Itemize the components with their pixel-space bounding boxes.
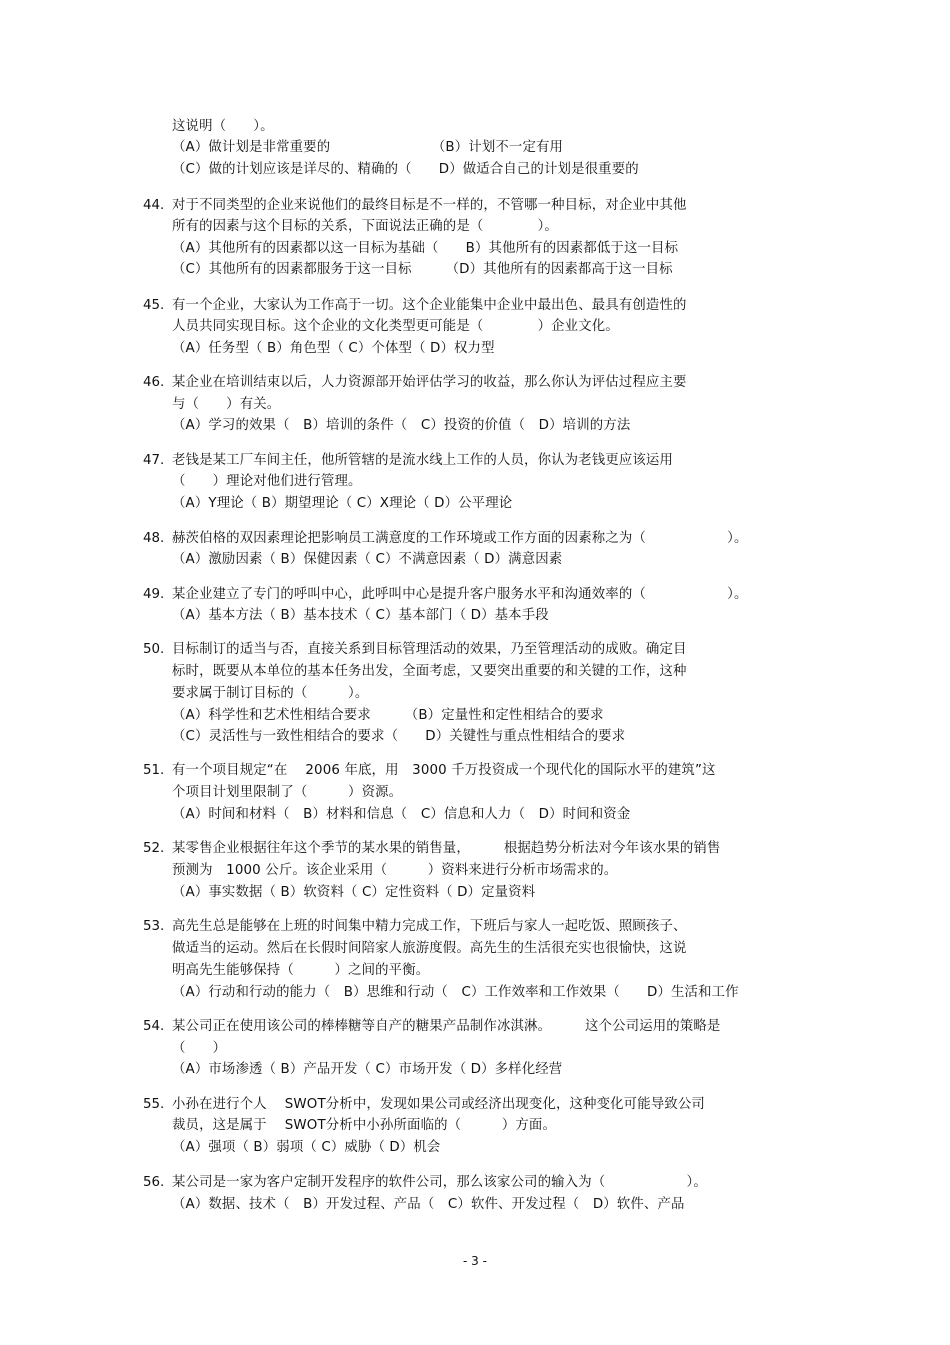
- question-stem-line: 对于不同类型的企业来说他们的最终目标是不一样的，不管哪一种目标，对企业中其他: [172, 198, 687, 213]
- question-stem-line: 某企业建立了专门的呼叫中心，此呼叫中心是提升客户服务水平和沟通效率的（ ）。: [172, 587, 748, 602]
- question-number: 52.: [143, 841, 165, 856]
- question-stem-line: 目标制订的适当与否，直接关系到目标管理活动的效果，乃至管理活动的成败。确定目: [172, 642, 687, 657]
- question-stem-line: 与（ ）有关。: [172, 397, 281, 412]
- answer-option-line: （C）其他所有的因素都服务于这一目标 （D）其他所有的因素都高于这一目标: [172, 262, 673, 277]
- question-stem-line: 预测为 1000 公斤。该企业采用（ ）资料来进行分析市场需求的。: [172, 863, 618, 878]
- answer-option-line: （A）学习的效果（ B）培训的条件（ C）投资的价值（ D）培训的方法: [172, 418, 631, 433]
- question-stem-line: 明高先生能够保持（ ）之间的平衡。: [172, 963, 430, 978]
- question-stem-line: 有一个项目规定“在 2006 年底，用 3000 千万投资成一个现代化的国际水平的建筑”这: [172, 763, 716, 778]
- answer-option-line: （A）做计划是非常重要的 （B）计划不一定有用: [172, 140, 564, 155]
- question-stem-line: 某企业在培训结束以后，人力资源部开始评估学习的收益，那么你认为评估过程应主要: [172, 375, 687, 390]
- question-number: 55.: [143, 1097, 165, 1112]
- question-stem-line: 某公司正在使用该公司的棒棒糖等自产的糖果产品制作冰淇淋。 这个公司运用的策略是: [172, 1019, 721, 1034]
- question-number: 56.: [143, 1175, 165, 1190]
- page-number: - 3 -: [463, 1254, 487, 1268]
- question-number: 51.: [143, 763, 165, 778]
- answer-option-line: （C）灵活性与一致性相结合的要求（ D）关键性与重点性相结合的要求: [172, 729, 626, 744]
- answer-option-line: （A）强项（ B）弱项（ C）威胁（ D）机会: [172, 1140, 441, 1155]
- question-stem-line: 老钱是某工厂车间主任，他所管辖的是流水线上工作的人员，你认为老钱更应该运用: [172, 453, 674, 468]
- question-stem-line: 赫茨伯格的双因素理论把影响员工满意度的工作环境或工作方面的因素称之为（ ）。: [172, 531, 748, 546]
- question-number: 47.: [143, 453, 165, 468]
- question-stem-line: （ ）理论对他们进行管理。: [172, 474, 362, 489]
- question-number: 49.: [143, 587, 165, 602]
- question-number: 46.: [143, 375, 165, 390]
- answer-option-line: （A）科学性和艺术性相结合要求 （B）定量性和定性相结合的要求: [172, 708, 604, 723]
- question-stem-line: 标时，既要从本单位的基本任务出发，全面考虑，又要突出重要的和关键的工作，这种: [172, 664, 687, 679]
- answer-option-line: （A）行动和行动的能力（ B）思维和行动（ C）工作效率和工作效果（ D）生活和工作: [172, 985, 739, 1000]
- answer-option-line: （A）激励因素（ B）保健因素（ C）不满意因素（ D）满意因素: [172, 552, 563, 567]
- question-stem-line: 某公司是一家为客户定制开发程序的软件公司，那么该家公司的输入为（ ）。: [172, 1175, 707, 1190]
- question-stem-line: 要求属于制订目标的（ ）。: [172, 686, 369, 701]
- question-number: 45.: [143, 298, 165, 313]
- question-stem-line: 人员共同实现目标。这个企业的文化类型更可能是（ ）企业文化。: [172, 319, 619, 334]
- question-stem-line: 做适当的运动。然后在长假时间陪家人旅游度假。高先生的生活很充实也很愉快，这说: [172, 941, 687, 956]
- answer-option-line: （A）数据、技术（ B）开发过程、产品（ C）软件、开发过程（ D）软件、产品: [172, 1197, 685, 1212]
- question-number: 54.: [143, 1019, 165, 1034]
- answer-option-line: （A）时间和材料（ B）材料和信息（ C）信息和人力（ D）时间和资金: [172, 807, 631, 822]
- answer-option-line: （A）市场渗透（ B）产品开发（ C）市场开发（ D）多样化经营: [172, 1062, 563, 1077]
- question-stem-line: 所有的因素与这个目标的关系，下面说法正确的是（ ）。: [172, 219, 558, 234]
- answer-option-line: （A）事实数据（ B）软资料（ C）定性资料（ D）定量资料: [172, 885, 536, 900]
- question-stem-line: 小孙在进行个人 SWOT分析中，发现如果公司或经济出现变化，这种变化可能导致公司: [172, 1097, 705, 1112]
- question-stem-line: 高先生总是能够在上班的时间集中精力完成工作，下班后与家人一起吃饭、照顾孩子、: [172, 919, 687, 934]
- question-number: 48.: [143, 531, 165, 546]
- question-stem-line: 个项目计划里限制了（ ）资源。: [172, 785, 403, 800]
- question-stem-line: （ ）: [172, 1041, 227, 1056]
- question-number: 50.: [143, 642, 165, 657]
- answer-option-line: （A）任务型（ B）角色型（ C）个体型（ D）权力型: [172, 341, 495, 356]
- question-stem-line: 这说明（ ）。: [172, 119, 274, 134]
- answer-option-line: （A）其他所有的因素都以这一目标为基础（ B）其他所有的因素都低于这一目标: [172, 241, 679, 256]
- question-stem-line: 有一个企业，大家认为工作高于一切。这个企业能集中企业中最出色、最具有创造性的: [172, 298, 687, 313]
- answer-option-line: （A）Y理论（ B）期望理论（ C）X理论（ D）公平理论: [172, 496, 513, 511]
- question-stem-line: 裁员，这是属于 SWOT分析中小孙所面临的（ ）方面。: [172, 1118, 556, 1133]
- question-number: 53.: [143, 919, 165, 934]
- question-number: 44.: [143, 198, 165, 213]
- answer-option-line: （A）基本方法（ B）基本技术（ C）基本部门（ D）基本手段: [172, 608, 549, 623]
- question-stem-line: 某零售企业根据往年这个季节的某水果的销售量， 根据趋势分析法对今年该水果的销售: [172, 841, 721, 856]
- answer-option-line: （C）做的计划应该是详尽的、精确的（ D）做适合自己的计划是很重要的: [172, 162, 639, 177]
